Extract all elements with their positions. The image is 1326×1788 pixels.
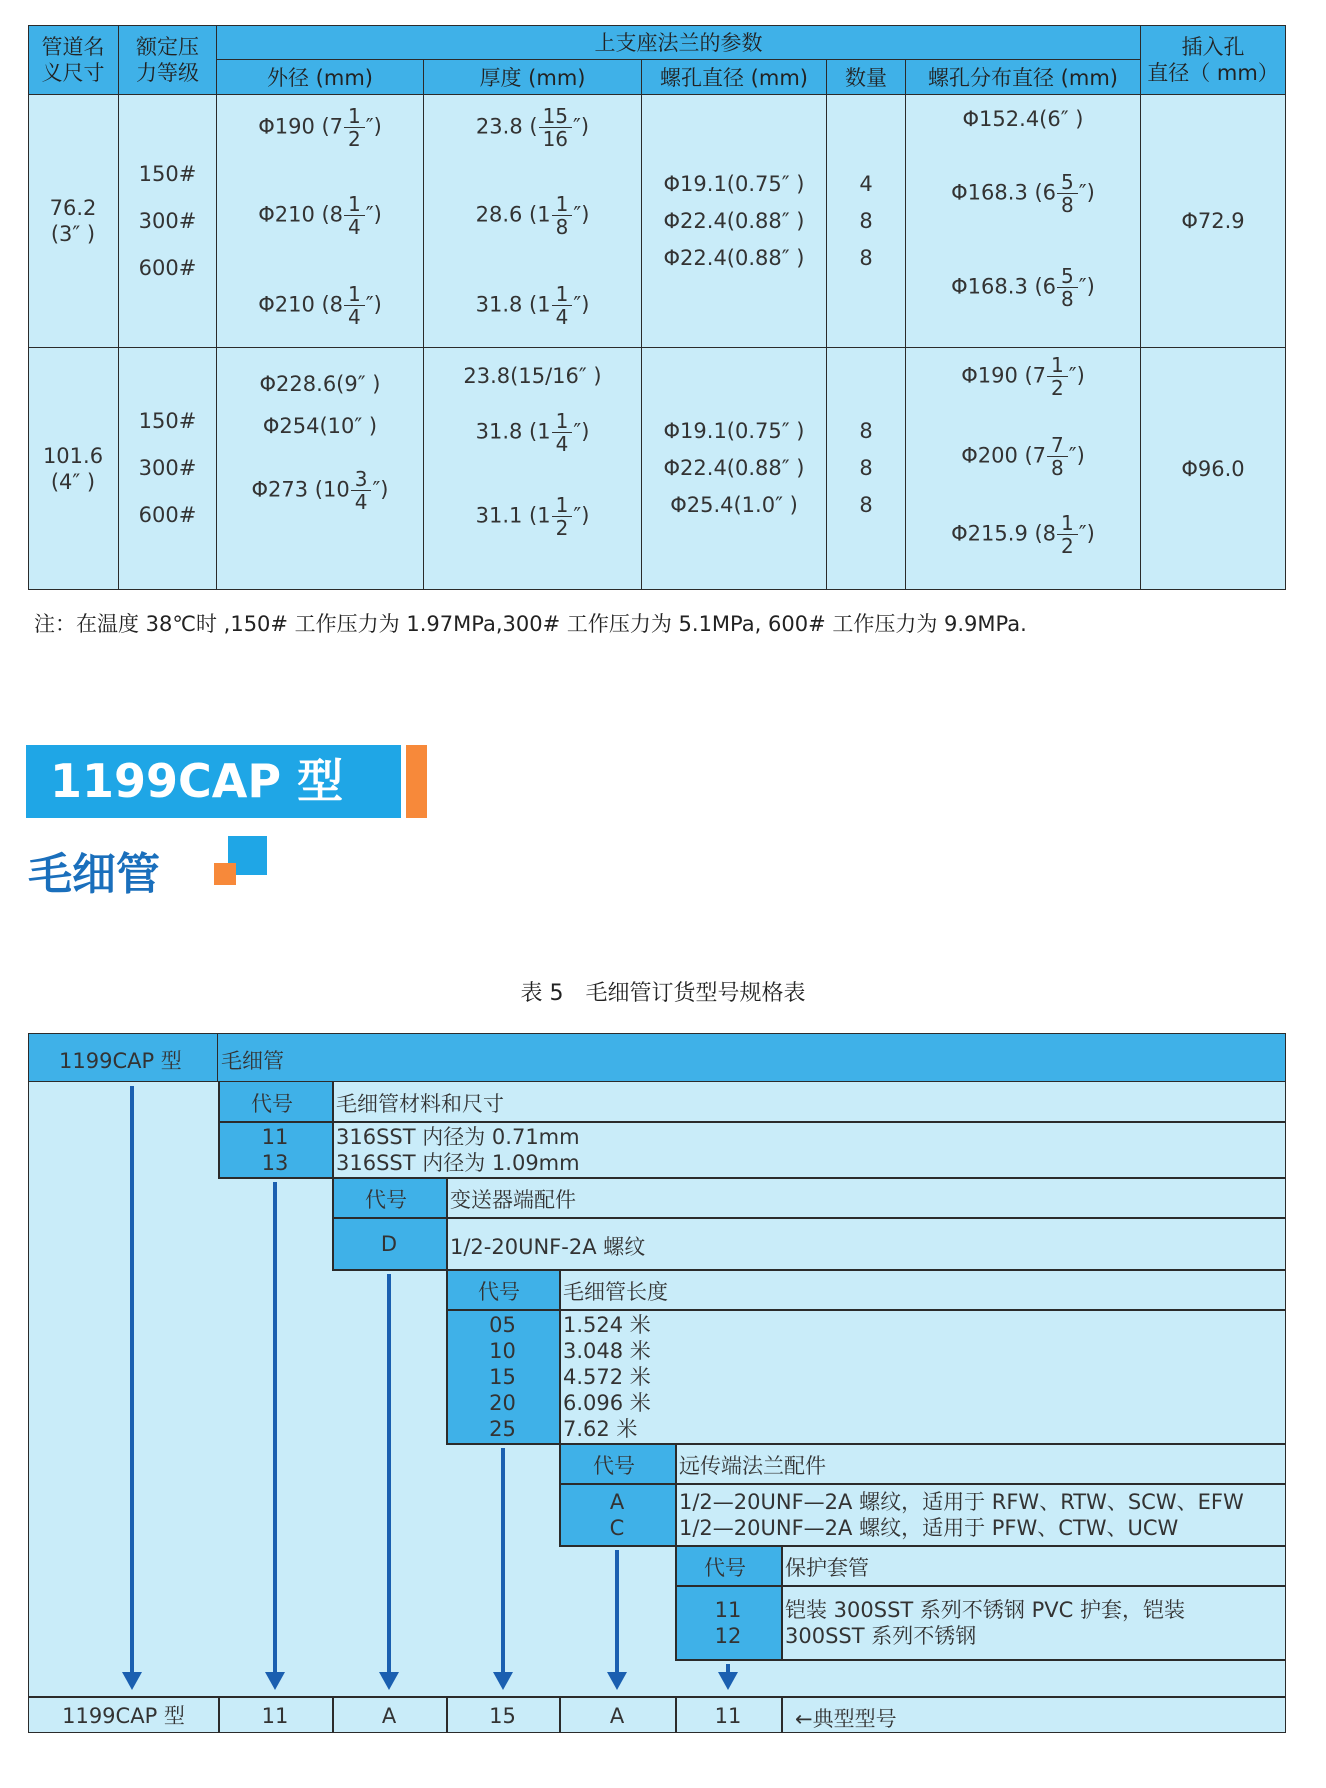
header-upper-flange-group: 上支座法兰的参数 [217,25,1141,60]
frac-value: Φ215.9 (8 $\frac{1}{2}$ ″) [951,511,1095,558]
g2-codes: D [380,1232,398,1256]
g1-codes: 11 13 [261,1125,289,1175]
g4-descs: 1/2—20UNF—2A 螺纹，适用于 RFW、RTW、SCW、EFW 1/2—20UNF—2A 螺纹，适用于 PFW、CTW、UCW [679,1490,1244,1540]
arrow-down-icon [493,1672,513,1690]
arrow-shaft [615,1550,619,1672]
g4-code-label: 代号 [593,1454,635,1478]
model-header-label: 1199CAP 型 [59,1049,182,1073]
header-quantity: 数量 [827,60,906,95]
row2-bolt-circle [906,348,1141,590]
frac-value: Φ273 (10 $\frac{3}{4}$ ″) [251,467,389,514]
example-code-5: 11 [714,1704,742,1728]
model-banner: 1199CAP 型 [26,745,401,818]
frac-value: Φ190 (7 $\frac{1}{2}$ ″) [258,104,382,151]
arrow-shaft [501,1448,505,1672]
arrow-shaft [387,1274,391,1672]
arrow-down-icon [265,1672,285,1690]
g5-codes: 11 12 [714,1598,742,1648]
g1-descs: 316SST 内径为 0.71mm 316SST 内径为 1.09mm [336,1125,580,1175]
g3-codes: 05 10 15 20 25 [489,1313,516,1441]
row1-insert-hole: Φ72.9 [1141,95,1286,348]
name-header-label: 毛细管 [221,1049,284,1073]
header-pipe-size: 管道名 义尺寸 [28,25,119,95]
g5-title: 保护套管 [785,1556,869,1580]
banner-accent-bar [406,745,427,818]
arrow-shaft [726,1664,730,1672]
example-code-4: A [609,1704,625,1728]
example-code-1: 11 [261,1704,289,1728]
plain-value: Φ254(10″ ) [262,414,378,438]
frac-value: Φ210 (8 $\frac{1}{4}$ ″) [258,192,382,239]
header-outer-diameter: 外径 (mm) [217,60,424,95]
header-thickness: 厚度 (mm) [424,60,642,95]
g4-title: 远传端法兰配件 [679,1454,826,1478]
row2-thickness [424,348,642,590]
arrow-down-icon [379,1672,399,1690]
header-bolt-hole-diameter: 螺孔直径 (mm) [642,60,827,95]
flange-parameter-table [28,25,1286,590]
frac-value: Φ200 (7 $\frac{7}{8}$ ″) [961,433,1085,480]
plain-value: Φ152.4(6″ ) [962,107,1084,131]
row2-pressure: 150# 300# 600# [119,348,217,590]
header-insert-hole: 插入孔 直径（ mm） [1141,25,1286,95]
example-code-2: A [381,1704,397,1728]
g4-codes: A C [609,1490,625,1540]
row2-quantity: 8 8 8 [827,348,906,590]
row1-pipe-size: 76.2 (3″ ) [28,95,119,348]
arrow-shaft [130,1086,134,1672]
frac-value: 31.1 (1 $\frac{1}{2}$ ″) [475,493,590,540]
header-pressure-class: 额定压 力等级 [119,25,217,95]
decor-square-orange [214,863,236,885]
plain-value: Φ228.6(9″ ) [259,372,381,396]
row1-outer-diameter [217,95,424,348]
frac-value: 23.8 ( $\frac{15}{16}$ ″) [475,104,590,151]
arrow-down-icon [718,1672,738,1690]
row1-quantity: 4 8 8 [827,95,906,348]
example-model: 1199CAP 型 [62,1704,185,1728]
row2-outer-diameter [217,348,424,590]
frac-value: 28.6 (1 $\frac{1}{8}$ ″) [475,192,590,239]
name-header-cell [218,1034,1285,1082]
frac-value: Φ210 (8 $\frac{1}{4}$ ″) [258,282,382,329]
row1-bolt-circle [906,95,1141,348]
arrow-down-icon [122,1672,142,1690]
g5-code-label: 代号 [704,1556,746,1580]
frac-value: 31.8 (1 $\frac{1}{4}$ ″) [475,409,590,456]
g2-descs: 1/2-20UNF-2A 螺纹 [450,1235,646,1259]
header-bolt-circle: 螺孔分布直径 (mm) [906,60,1141,95]
capillary-order-table [28,1033,1286,1733]
row2-bolt-hole-diameter: Φ19.1(0.75″ ) Φ22.4(0.88″ ) Φ25.4(1.0″ ) [642,348,827,590]
section-subtitle: 毛细管 [28,849,160,900]
g3-descs: 1.524 米 3.048 米 4.572 米 6.096 米 7.62 米 [563,1313,651,1441]
g1-title: 毛细管材料和尺寸 [336,1092,504,1116]
row1-bolt-hole-diameter: Φ19.1(0.75″ ) Φ22.4(0.88″ ) Φ22.4(0.88″ ) [642,95,827,348]
row1-pressure: 150# 300# 600# [119,95,217,348]
g1-code-label: 代号 [251,1092,293,1116]
table-caption: 表 5 毛细管订货型号规格表 [520,981,806,1006]
temperature-note: 注：在温度 38℃时 ,150# 工作压力为 1.97MPa,300# 工作压力为 5.1MPa, 600# 工作压力为 9.9MPa. [34,612,1027,636]
g2-code-label: 代号 [365,1188,407,1212]
frac-value: Φ168.3 (6 $\frac{5}{8}$ ″) [951,264,1095,311]
row1-thickness [424,95,642,348]
plain-value: 23.8(15/16″ ) [463,364,602,388]
row2-insert-hole: Φ96.0 [1141,348,1286,590]
example-label: ←典型型号 [795,1707,897,1731]
frac-value: Φ190 (7 $\frac{1}{2}$ ″) [961,353,1085,400]
g2-title: 变送器端配件 [450,1188,576,1212]
arrow-shaft [273,1182,277,1672]
g3-code-label: 代号 [478,1280,520,1304]
example-code-3: 15 [489,1704,516,1728]
g5-descs: 铠装 300SST 系列不锈钢 PVC 护套，铠装 300SST 系列不锈钢 [785,1598,1185,1648]
frac-value: Φ168.3 (6 $\frac{5}{8}$ ″) [951,170,1095,217]
g3-title: 毛细管长度 [563,1280,668,1304]
arrow-down-icon [607,1672,627,1690]
frac-value: 31.8 (1 $\frac{1}{4}$ ″) [475,282,590,329]
row2-pipe-size: 101.6 (4″ ) [28,348,119,590]
